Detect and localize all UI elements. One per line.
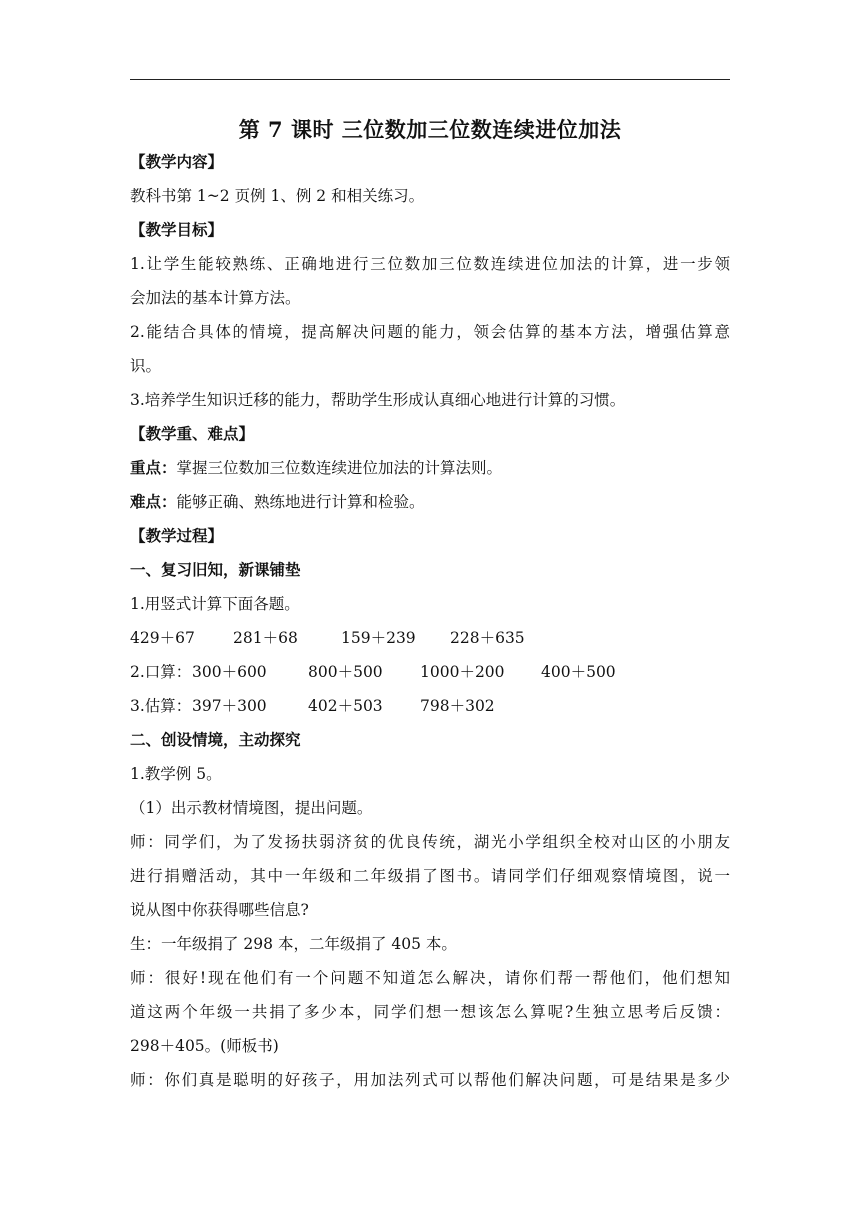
estimate-item: 397＋300 [192, 697, 267, 715]
oral-item: 800＋500 [308, 663, 383, 681]
page-title: 第 7 课时 三位数加三位数连续进位加法 [238, 117, 622, 142]
teacher-line: 进行捐赠活动，其中一年级和二年级捐了图书。请同学们仔细观察情境图，说一 [130, 867, 730, 885]
goal1-line2: 会加法的基本计算方法。 [130, 289, 301, 307]
calc-item: 228＋635 [450, 629, 525, 647]
process-heading: 【教学过程】 [130, 526, 224, 545]
calc-item: 159＋239 [341, 629, 416, 647]
oral-item: 1000＋200 [420, 663, 505, 681]
difficult-text: 能够正确、熟练地进行计算和检验。 [176, 493, 425, 511]
estimate-item: 402＋503 [308, 697, 383, 715]
part1-item1: 1.用竖式计算下面各题。 [130, 595, 300, 613]
key-text: 掌握三位数加三位数连续进位加法的计算法则。 [176, 459, 503, 477]
estimate-label: 3.估算： [130, 697, 192, 715]
oral-item: 300＋600 [192, 663, 267, 681]
teacher-line: 说从图中你获得哪些信息? [130, 901, 309, 919]
key-label: 重点： [130, 458, 177, 477]
step1: （1）出示教材情境图，提出问题。 [130, 799, 373, 817]
header-rule [130, 79, 730, 80]
calc-item: 281＋68 [233, 629, 298, 647]
estimate-row [130, 696, 730, 716]
content-heading: 【教学内容】 [130, 152, 224, 171]
part2-item1: 1.教学例 5。 [130, 765, 222, 783]
student-line: 生：一年级捐了 298 本，二年级捐了 405 本。 [130, 935, 457, 953]
oral-item: 400＋500 [541, 663, 616, 681]
teacher-line: 298＋405。(师板书) [130, 1037, 279, 1055]
teacher-line: 师：很好!现在他们有一个问题不知道怎么解决，请你们帮一帮他们，他们想知 [130, 969, 730, 987]
goal3: 3.培养学生知识迁移的能力，帮助学生形成认真细心地进行计算的习惯。 [130, 391, 626, 409]
oral-row [130, 662, 730, 682]
part1-heading: 一、复习旧知，新课铺垫 [130, 560, 301, 579]
teacher-line: 师：同学们，为了发扬扶弱济贫的优良传统，湖光小学组织全校对山区的小朋友 [130, 833, 730, 851]
calc-row [130, 628, 730, 648]
key-point [130, 458, 502, 478]
teacher-line: 道这两个年级一共捐了多少本，同学们想一想该怎么算呢?生独立思考后反馈： [130, 1003, 730, 1021]
goal1-line1: 1.让学生能较熟练、正确地进行三位数加三位数连续进位加法的计算，进一步领 [130, 255, 730, 273]
key-heading: 【教学重、难点】 [130, 424, 255, 443]
difficult-point [130, 492, 425, 512]
content-text: 教科书第 1~2 页例 1、例 2 和相关练习。 [130, 187, 425, 205]
oral-label: 2.口算： [130, 663, 192, 681]
teacher-line: 师：你们真是聪明的好孩子，用加法列式可以帮他们解决问题，可是结果是多少 [130, 1071, 730, 1089]
estimate-item: 798＋302 [420, 697, 495, 715]
calc-item: 429＋67 [130, 629, 195, 647]
difficult-label: 难点： [130, 492, 177, 511]
goal2-line2: 识。 [130, 357, 162, 375]
part2-heading: 二、创设情境，主动探究 [130, 730, 301, 749]
goals-heading: 【教学目标】 [130, 220, 224, 239]
goal2-line1: 2.能结合具体的情境，提高解决问题的能力，领会估算的基本方法，增强估算意 [130, 323, 730, 341]
